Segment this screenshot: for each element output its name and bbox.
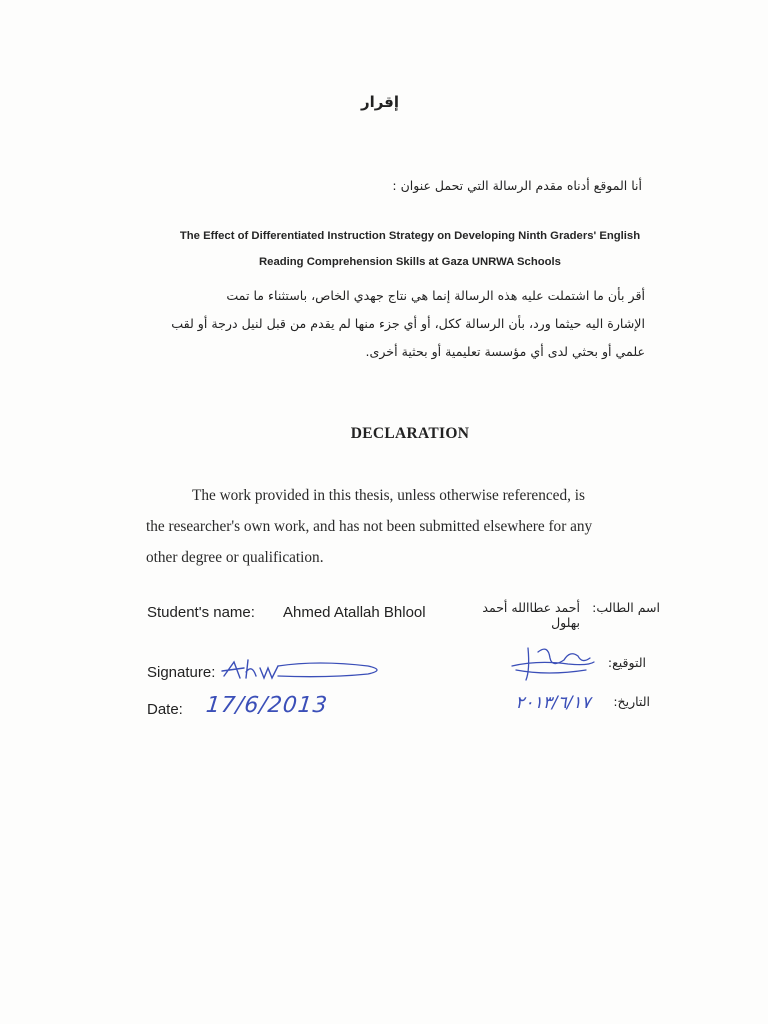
arabic-body-line-2: الإشارة اليه حيثما ورد، بأن الرسالة ككل، أو أي جزء منها لم يقدم من قبل لنيل درجة أو لقب — [171, 316, 645, 331]
arabic-date-label: التاريخ: — [613, 694, 650, 709]
arabic-signature — [508, 640, 598, 684]
declaration-heading: DECLARATION — [350, 425, 470, 442]
date-label: Date: — [147, 701, 183, 718]
signature-label: Signature: — [147, 664, 216, 681]
student-name-label: Student's name: — [147, 604, 255, 621]
arabic-signature-label: التوقيع: — [607, 655, 646, 670]
arabic-student-name-value: أحمد عطاالله أحمد بهلول — [482, 600, 580, 630]
arabic-declaration-text — [150, 282, 645, 366]
arabic-body-line-1: أقر بأن ما اشتملت عليه هذه الرسالة إنما هي نتاج جهدي الخاص، باستثناء ما تمت — [226, 288, 645, 303]
declaration-line-3: other degree or qualification. — [146, 549, 324, 566]
arabic-body-line-3: علمي أو بحثي لدى أي مؤسسة تعليمية أو بحثية أخرى. — [365, 344, 645, 359]
arabic-intro: أنا الموقع أدناه مقدم الرسالة التي تحمل عنوان : — [392, 178, 642, 193]
arabic-student-name-label: اسم الطالب: — [592, 600, 660, 615]
declaration-line-1: The work provided in this thesis, unless otherwise referenced, is — [192, 487, 585, 504]
arabic-date-value-handwritten: ٢٠١٣/٦/١٧ — [515, 693, 591, 713]
thesis-title-line-2: Reading Comprehension Skills at Gaza UNRWA Schools — [259, 256, 561, 268]
declaration-text — [146, 480, 686, 573]
english-signature — [218, 656, 388, 686]
date-value-handwritten: 17/6/2013 — [204, 693, 330, 718]
thesis-title — [140, 223, 680, 275]
arabic-title: إقرار — [360, 93, 400, 111]
student-name-value: Ahmed Atallah Bhlool — [283, 604, 426, 621]
thesis-title-line-1: The Effect of Differentiated Instruction Strategy on Developing Ninth Graders' English — [179, 230, 641, 242]
declaration-line-2: the researcher's own work, and has not been submitted elsewhere for any — [146, 518, 593, 535]
